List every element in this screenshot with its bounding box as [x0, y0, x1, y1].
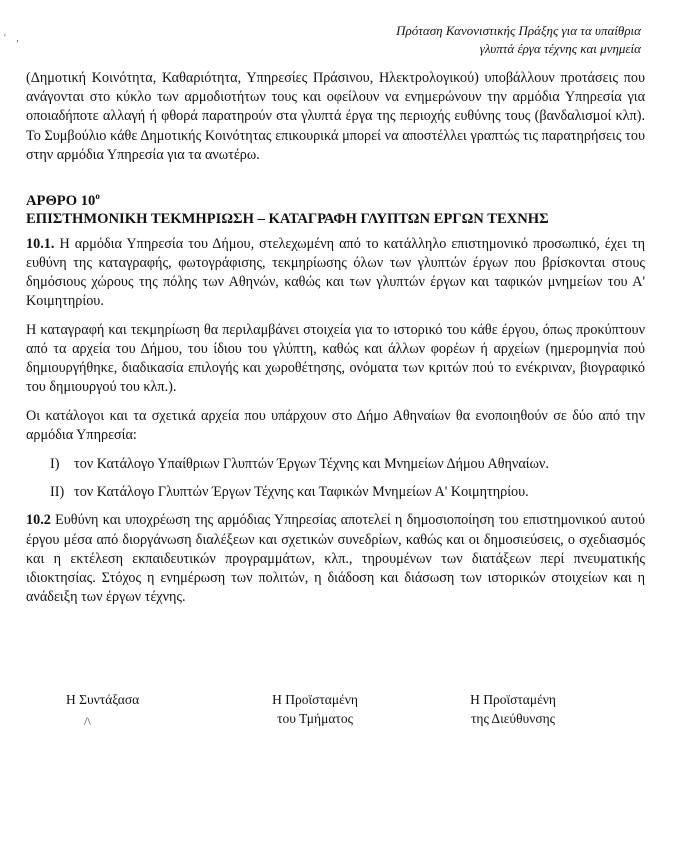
section-10-2-text: Ευθύνη και υποχρέωση της αρμόδιας Υπηρεσίας αποτελεί η δημοσιοποίηση του επιστημονικού αυτού έργου μέσα από διοργάνωση διαλέξεων και σχετικών συνεδρίων, καθώς και οι δημοσιεύσεις, ο σχεδιασμός και η εκτέλεση εκπαιδευτικών προγραμμάτων, κλπ., τηρουμένων των διατάξεων περί πνευματικής ιδιοκτησίας. Στόχος η ενημέρωση των πολιτών, η διάδοση και διάσωση των ιστορικών στοιχείων και η ανάδειξη των έργων τέχνης. — [26, 512, 645, 606]
signature-subtitle: του Τμήματος — [277, 711, 353, 726]
section-10-1-text: Η αρμόδια Υπηρεσία του Δήμου, στελεχωμένη από το κατάλληλο επιστημονικό προσωπικό, έχει τη ευθύνη της καταγραφής, φωτογράφισης, τεκμηρίωσης όλων των γλυπτών έργων που βρίσκονται στους δημόσιους χώρους της πόλης των Αθηνών, καθώς και των γλυπτών έργων και ταφικών μνημείων του Α' Κοιμητηρίου. — [26, 235, 646, 310]
section-10-2 — [26, 511, 645, 607]
section-10-1-paragraph-3: Οι κατάλογοι και τα σχετικά αρχεία που υπάρχουν στο Δήμο Αθηναίων θα ενοποιηθούν σε δύο από την αρμόδια Υπηρεσία: — [26, 407, 645, 443]
document-body — [26, 69, 645, 607]
list-item-number: I) — [50, 455, 60, 472]
section-10-2-number: 10.2 — [26, 512, 51, 529]
list-item — [26, 455, 645, 474]
catalog-list — [26, 455, 645, 502]
signature-title: Η Συντάξασα — [66, 692, 140, 707]
article-label — [26, 187, 645, 210]
signature-department-head — [250, 690, 380, 728]
article-label-sup: ο — [95, 191, 100, 202]
handwritten-signature-mark: /\ — [84, 714, 91, 728]
section-10-1 — [26, 235, 645, 312]
list-item — [26, 483, 645, 502]
list-item-text: τον Κατάλογο Γλυπτών Έργων Τέχνης και Ταφικών Μνημείων Α' Κοιμητηρίου. — [74, 484, 529, 501]
section-10-1-number: 10.1. — [26, 235, 55, 252]
header-line-1: Πρόταση Κανονιστικής Πράξης για τα υπαίθρια — [396, 23, 641, 38]
header-line-2: γλυπτά έργα τέχνης και μνημεία — [479, 41, 641, 56]
list-item-number: II) — [50, 484, 65, 501]
intro-paragraph: (Δημοτική Κοινότητα, Καθαριότητα, Υπηρεσίες Πράσινου, Ηλεκτρολογικού) υποβάλλουν προτάσεις που ανάγονται στο κύκλο των αρμοδιοτήτων τους και οφείλουν να ενημερώνουν την αρμόδια Υπηρεσία για οποιαδήποτε αλλαγή ή φθορά παρατηρούν στα γλυπτά έργα της περιοχής ευθύνης τους (βανδαλισμοί κλπ). Το Συμβούλιο κάθε Δημοτικής Κοινότητας επικουρικά μπορεί να αποστέλλει γραπτώς τις παρατηρήσεις του στην αρμόδια Υπηρεσία για τα ανωτέρω. — [26, 70, 645, 163]
list-item-text: τον Κατάλογο Υπαίθριων Γλυπτών Έργων Τέχνης και Μνημείων Δήμου Αθηναίων. — [74, 455, 549, 472]
article-title: ΕΠΙΣΤΗΜΟΝΙΚΗ ΤΕΚΜΗΡΙΩΣΗ – ΚΑΤΑΓΡΑΦΗ ΓΛΥΠΤΩΝ ΕΡΓΩΝ ΤΕΧΝΗΣ — [26, 210, 549, 227]
signature-title: Η Προϊσταμένη — [470, 692, 556, 707]
signature-subtitle: της Διεύθυνσης — [470, 711, 556, 726]
signature-directorate-head — [448, 690, 578, 728]
article-label-text: ΑΡΘΡΟ 10 — [26, 192, 96, 209]
margin-marks: ' , — [4, 33, 23, 44]
section-10-1-paragraph-2: Η καταγραφή και τεκμηρίωση θα περιλαμβάνει στοιχεία για το ιστορικό του κάθε έργου, όπως προκύπτουν από τα αρχεία του Δήμου, του ίδιου του γλύπτη, καθώς και άλλων φορέων ή αρχείων (ημερομηνία πού δημιουργήθηκε, διαδικασία επιλογής και χωροθέτησης, ονόματα των κριτών πού το ενέκριναν, βιογραφικό του δημιουργού του κλπ.). — [26, 321, 645, 396]
running-header — [396, 22, 641, 58]
signature-author — [66, 690, 176, 709]
signature-title: Η Προϊσταμένη — [272, 692, 358, 707]
